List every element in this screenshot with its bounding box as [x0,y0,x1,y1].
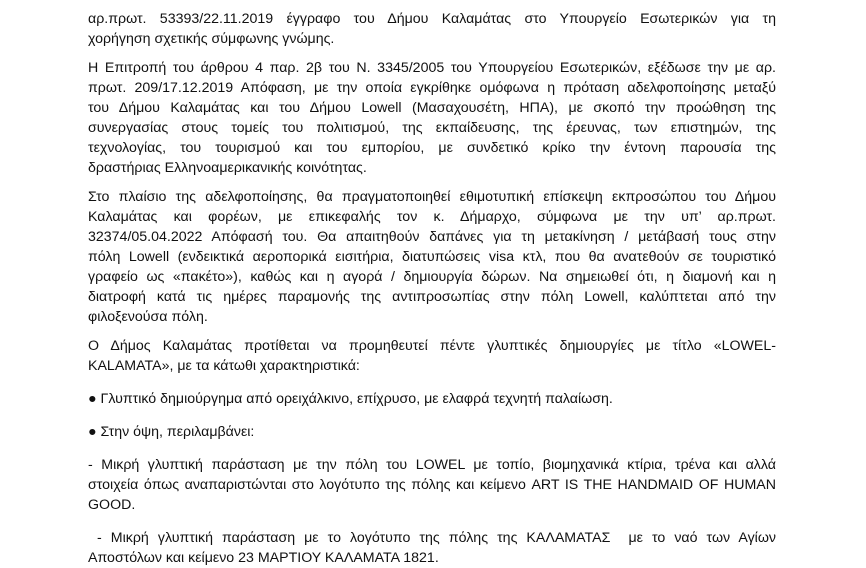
bullet-item-material [88,389,776,409]
text-line: συνεργασίας στους τομείς του πολιτισμού, της εκπαίδευσης, της έρευνας, των επιστημών, της [88,120,776,136]
text-line: πόλη Lowell (ενδεικτικά αεροπορικά εισιτήρια, διατυπώσεις visa κτλ, που θα ανατεθούν σε τουριστικό [88,249,776,265]
text-line: - Μικρή γλυπτική παράσταση με το λογότυπο της πόλης της ΚΑΛΑΜΑΤΑΣ με το ναό των Αγίων [88,530,776,546]
text-line: αρ.πρωτ. 53393/22.11.2019 έγγραφο του Δήμου Καλαμάτας στο Υπουργείο Εσωτερικών για τη [88,11,776,27]
text-line: στοιχεία όπως αναπαριστώνται στο λογότυπο της πόλης και κείμενο ART IS THE HANDMAID OF HUMAN [88,477,776,493]
paragraph-committee-decision [88,58,776,178]
text-line: δραστήριας Ελληνοαμερικανικής κοινότητας. [88,160,367,176]
text-line: γραφείο ως «πακέτο»), καθώς και η αγορά / δημιουργία δώρων. Να σημειωθεί ότι, η διαμονή και η [88,269,776,285]
text-line: διατροφή κατά τις ημέρες παραμονής της αντιπροσωπίας στην πόλη Lowell, καλύπτεται από την [88,289,776,305]
dash-item-lowell-scene [88,455,776,515]
text-line: του Δήμου Καλαμάτας και του Δήμου Lowell (Μασαχουσέτη, ΗΠΑ), με σκοπό την προώθηση της [88,100,776,116]
text-line: Ο Δήμος Καλαμάτας προτίθεται να προμηθευτεί πέντε γλυπτικές δημιουργίες με τίτλο «LOWEL- [88,338,776,354]
text-line: φιλοξενούσα πόλη. [88,309,208,325]
text-line: Αποστόλων και κείμενο 23 ΜΑΡΤΙΟΥ ΚΑΛΑΜΑΤΑ 1821. [88,550,439,566]
text-line: Στο πλαίσιο της αδελφοποίησης, θα πραγματοποιηθεί εθιμοτυπική επίσκεψη εκπροσώπου του Δήμου [88,189,776,205]
text-line: χορήγηση σχετικής σύμφωνης γνώμης. [88,31,335,47]
paragraph-request-consent [88,9,776,49]
text-line: πρωτ. 209/17.12.2019 Απόφαση, με την οποία εγκρίθηκε ομόφωνα η πρόταση αδελφοποίησης μεταξύ [88,80,776,96]
text-line: ● Στην όψη, περιλαμβάνει: [88,424,255,440]
paragraph-official-visit [88,187,776,327]
text-line: ● Γλυπτικό δημιούργημα από ορειχάλκινο, επίχρυσο, με ελαφρά τεχνητή παλαίωση. [88,391,613,407]
text-line: Καλαμάτας και φορέων, με επικεφαλής τον κ. Δήμαρχο, σύμφωνα με την υπ’ αρ.πρωτ. [88,209,776,225]
bullet-item-front-view [88,422,776,442]
dash-item-kalamata-logo [88,528,776,568]
text-line: Η Επιτροπή του άρθρου 4 παρ. 2β του Ν. 3345/2005 του Υπουργείου Εσωτερικών, εξέδωσε την με αρ. [88,60,776,76]
text-line: - Μικρή γλυπτική παράσταση με την πόλη του LOWEL με τοπίο, βιομηχανικά κτίρια, τρένα και αλλά [88,457,776,473]
text-line: GOOD. [88,497,136,513]
document-page [88,0,776,568]
paragraph-procurement-intent [88,336,776,376]
text-line: τεχνολογίας, του τουρισμού και του εμπορίου, με συνδετικό κρίκο την έντονη παρουσία της [88,140,776,156]
text-line: 32374/05.04.2022 Απόφασή του. Θα απαιτηθούν δαπάνες για τη μετακίνηση / μετάβασή τους στην [88,229,776,245]
text-line: KALAMATA», με τα κάτωθι χαρακτηριστικά: [88,358,360,374]
